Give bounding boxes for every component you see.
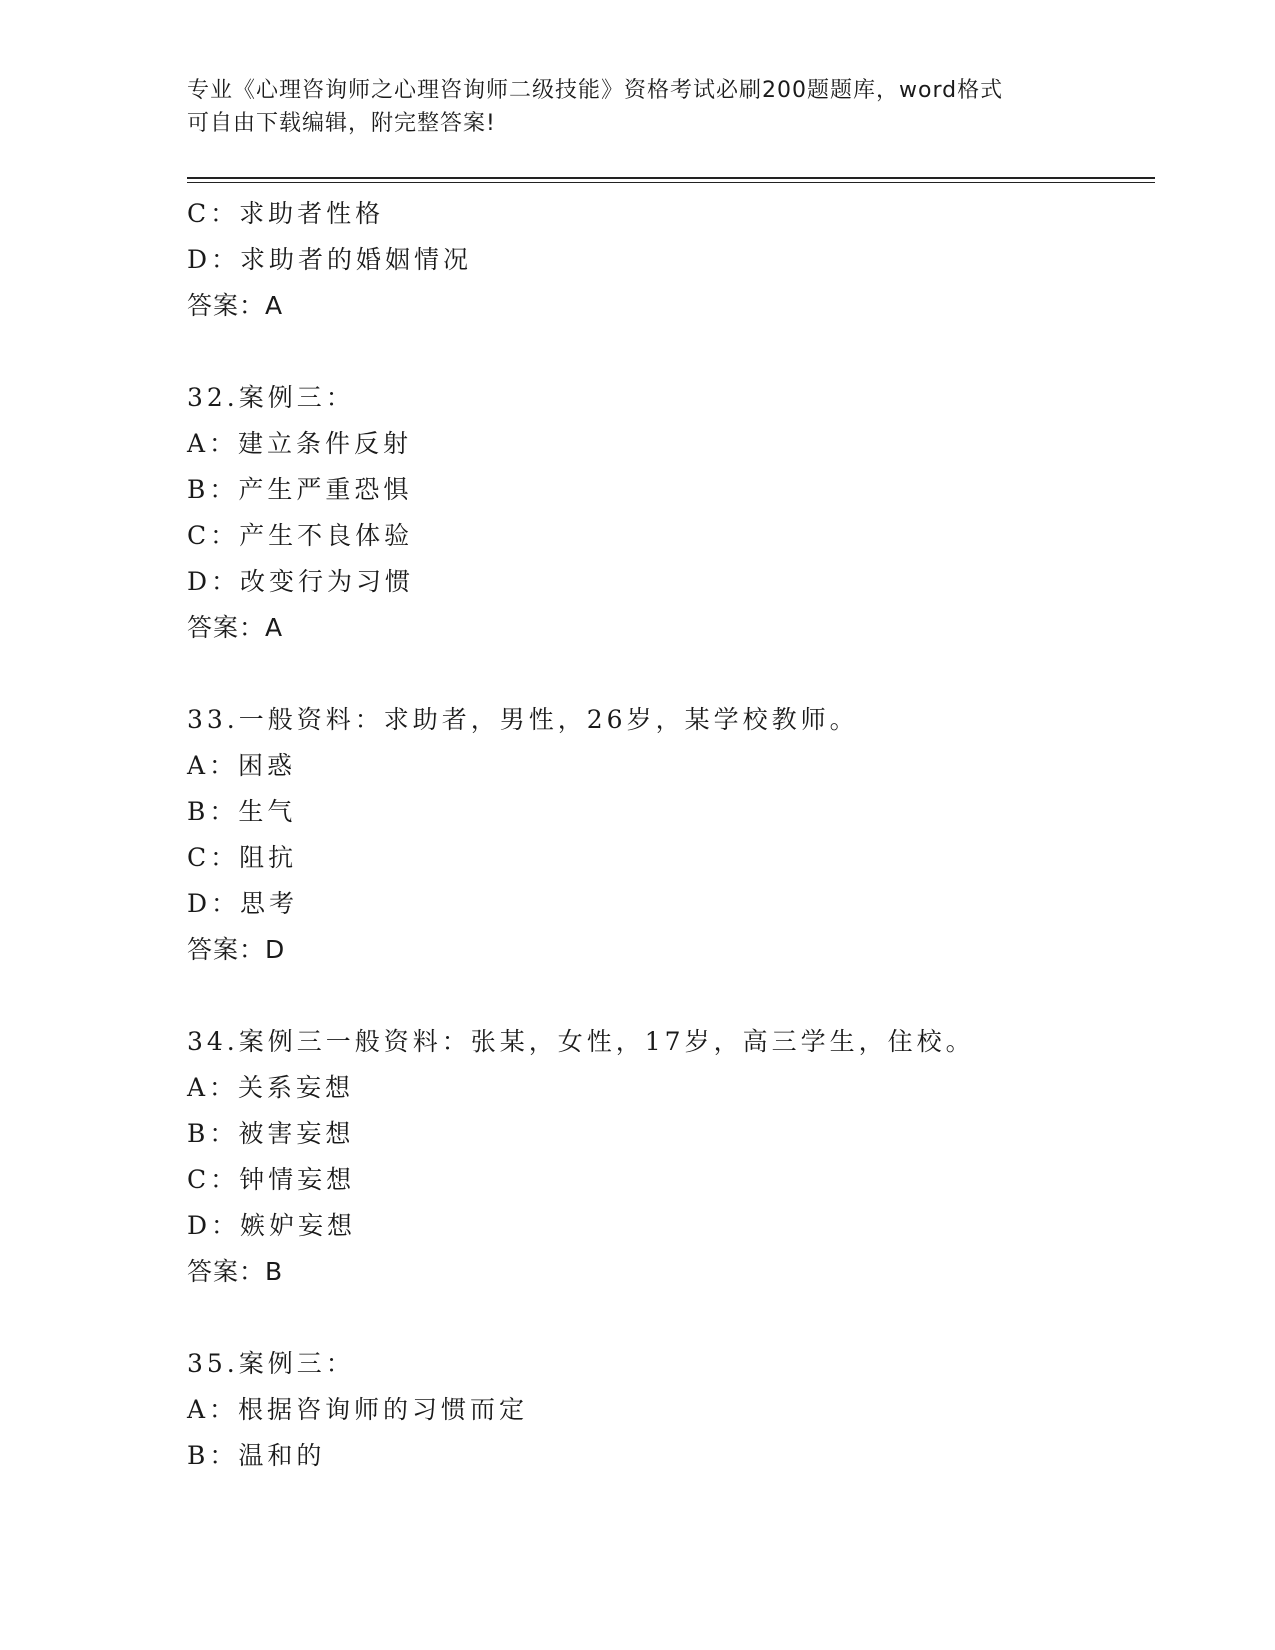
blank-line (187, 329, 1155, 375)
option-line: B：温和的 (187, 1441, 326, 1470)
option-line: A：困惑 (187, 751, 297, 780)
option-line: C：钟情妄想 (187, 1165, 356, 1194)
option-line: D：思考 (187, 889, 299, 918)
header-divider-thin (187, 182, 1155, 183)
option-line: C：产生不良体验 (187, 521, 414, 550)
header-divider-thick (187, 177, 1155, 179)
option-line: A：根据咨询师的习惯而定 (187, 1395, 529, 1424)
option-line: A：关系妄想 (187, 1073, 355, 1102)
question-stem: 33.一般资料：求助者，男性，26岁，某学校教师。 (187, 705, 859, 734)
option-line: D：求助者的婚姻情况 (187, 245, 473, 274)
answer-line: 答案：D (187, 935, 286, 964)
blank-line (187, 1295, 1155, 1341)
question-stem: 32.案例三： (187, 383, 355, 412)
option-line: D：嫉妒妄想 (187, 1211, 357, 1240)
question-stem: 35.案例三： (187, 1349, 355, 1378)
option-line: B：产生严重恐惧 (187, 475, 413, 504)
blank-line (187, 651, 1155, 697)
option-line: A：建立条件反射 (187, 429, 413, 458)
header-line-1: 专业《心理咨询师之心理咨询师二级技能》资格考试必刷200题题库，word格式 (187, 78, 1004, 103)
option-line: B：被害妄想 (187, 1119, 355, 1148)
document-header (187, 74, 1087, 140)
answer-line: 答案：A (187, 291, 284, 320)
option-line: B：生气 (187, 797, 297, 826)
header-line-2: 可自由下载编辑，附完整答案! (187, 111, 496, 136)
blank-line (187, 973, 1155, 1019)
question-list (187, 191, 1155, 1479)
option-line: D：改变行为习惯 (187, 567, 415, 596)
answer-line: 答案：B (187, 1257, 284, 1286)
answer-line: 答案：A (187, 613, 284, 642)
option-line: C：求助者性格 (187, 199, 385, 228)
question-stem: 34.案例三一般资料：张某，女性，17岁，高三学生，住校。 (187, 1027, 975, 1056)
option-line: C：阻抗 (187, 843, 298, 872)
